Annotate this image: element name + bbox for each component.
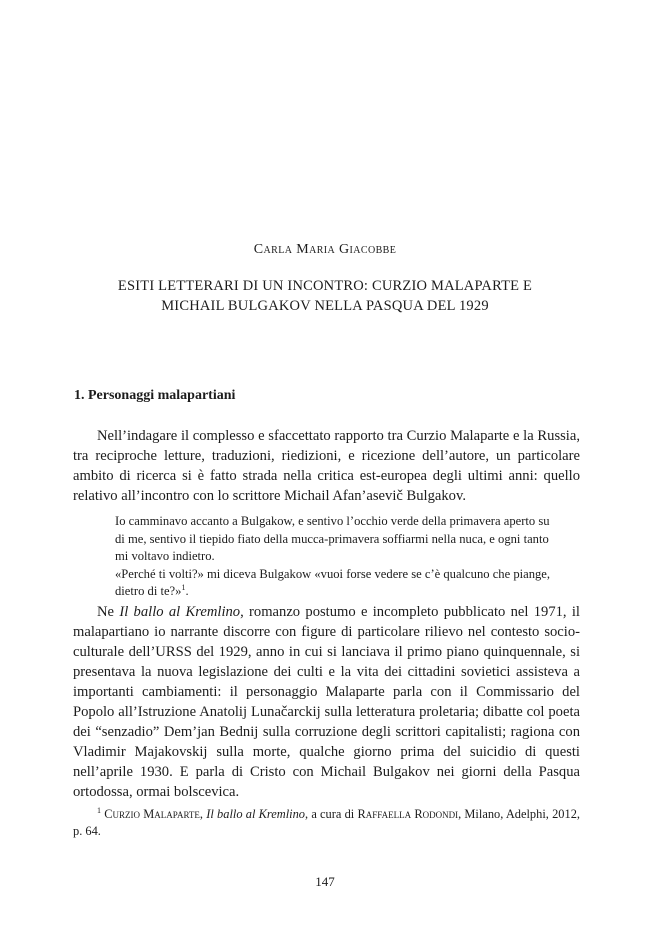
footnote-tail: , Milano, Adelphi, 2012, p. 64. [73, 807, 580, 838]
chapter-title-line: MICHAIL BULGAKOV NELLA PASQUA DEL 1929 [161, 298, 489, 314]
footnote-separator: , [199, 807, 207, 821]
footnote-author: Curzio Malaparte [104, 807, 200, 821]
quote-line [115, 566, 555, 601]
body-paragraph [73, 602, 580, 802]
footnote-editor: Raffaella Rodondi [357, 807, 459, 821]
author-name: Carla Maria Giacobbe [253, 242, 397, 257]
work-title: Il ballo al Kremlino [119, 604, 241, 620]
quote-line: Io camminavo accanto a Bulgakow, e sentivo l’occhio verde della primavera aperto su di me, sentivo il tiepido fiato della mucca-primavera soffiarmi nella nuca, e ogni tanto mi voltavo indietro. [115, 514, 550, 563]
quote-text: «Perché ti volti?» mi diceva Bulgakow «vuoi forse vedere se c’è qualcuno che piange, dietro di te?» [115, 566, 551, 598]
footnote [73, 806, 580, 840]
footnote-reference[interactable]: 1 [181, 582, 186, 592]
quote-end-period: . [185, 584, 189, 598]
footnote-work-title: Il ballo al Kremlino [206, 807, 305, 821]
chapter-title [70, 276, 580, 316]
paragraph-lead: Ne [97, 604, 120, 620]
footnote-middle: , a cura di [304, 807, 358, 821]
section-heading: 1. Personaggi malapartiani [74, 388, 236, 403]
footnote-number: 1 [97, 805, 101, 815]
block-quote [115, 513, 555, 601]
paragraph-text: , romanzo postumo e incompleto pubblicato nel 1971, il malapartiano io narrante discorre con figure di particolare rilievo nel contesto socio-culturale dell’URSS del 1929, anno in cui si lanciava il primo piano quinquennale, si presentava la nuova legislazione dei culti e la vita dei cittadini sovietici assisteva a importanti cambiamenti: il personaggio Malaparte parla con il Commissario del Popolo all’Istruzione Anatolij Lunačarckij sulla letteratura proletaria; dibatte col poeta dei “senzadio” Dem’jan Bednij sulla corruzione degli scrittori capitalisti; ragiona con Vladimir Majakovskij sulla morte, qualche giorno prima del suicidio di questi nell’aprile 1930. E parla di Cristo con Michail Bulgakov nei giorni della Pasqua ortodossa, ormai bolscevica. [73, 604, 580, 800]
chapter-title-line: ESITI LETTERARI DI UN INCONTRO: CURZIO MALAPARTE E [117, 278, 533, 294]
body-paragraph: Nell’indagare il complesso e sfaccettato rapporto tra Curzio Malaparte e la Russia, tra reciproche letture, traduzioni, riedizioni, e ricezione dell’autore, un particolare ambito di ricerca si è fatto strada nella critica est-europea degli ultimi anni: quello relativo all’incontro con lo scrittore Michail Afan’asevič Bulgakov. [73, 428, 580, 504]
page-number: 147 [315, 874, 335, 889]
